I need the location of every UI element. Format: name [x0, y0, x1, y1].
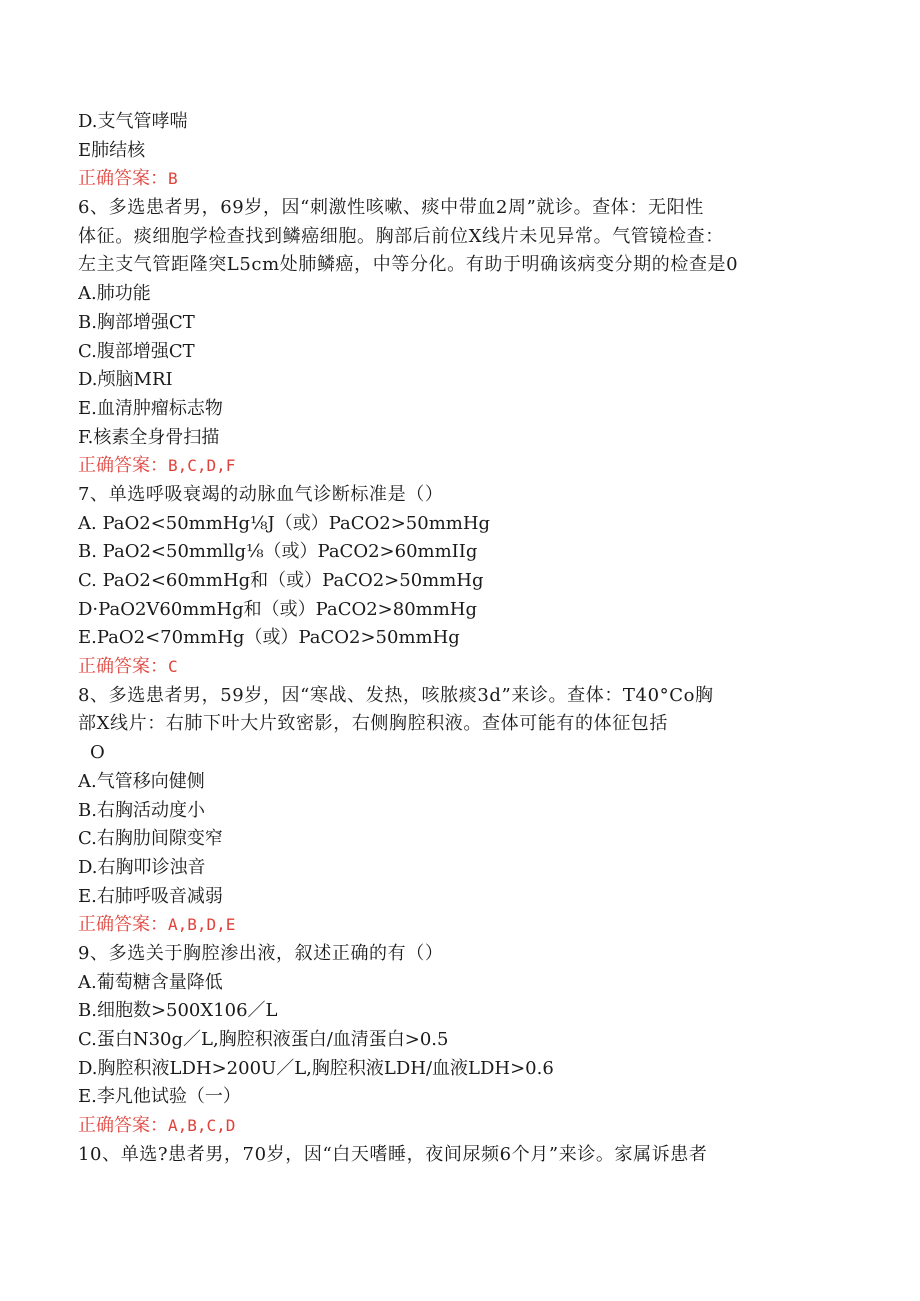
answer-line: [78, 1112, 848, 1141]
option-text: E.PaO2<70mmHg（或）PaCO2>50mmHg: [78, 627, 460, 649]
question-text: 10、单选?患者男，70岁，因“白天嗜睡，夜间尿频6个月”来诊。家属诉患者: [78, 1143, 708, 1165]
option-text: E.右肺呼吸音减弱: [78, 885, 223, 907]
question-text: 7、单选呼吸衰竭的动脉血气诊断标准是（）: [78, 483, 444, 505]
answer-label: 正确答案：: [78, 168, 168, 190]
option-text: F.核素全身骨扫描: [78, 426, 220, 448]
option-text: D.胸腔积液LDH>200U／L,胸腔积液LDH/血液LDH>0.6: [78, 1057, 554, 1079]
option-text: B. PaO2<50mmllg⅛（或）PaCO2>60mmIIg: [78, 541, 478, 563]
answer-label: 正确答案：: [78, 914, 168, 936]
option-text: D·PaO2V60mmHg和（或）PaCO2>80mmHg: [78, 598, 478, 620]
option-text: A.气管移向健侧: [78, 770, 205, 792]
answer-value: B,C,D,F: [168, 456, 236, 476]
option-text: E.血清肿瘤标志物: [78, 397, 223, 419]
question-text: O: [90, 742, 106, 764]
option-text: D.右胸叩诊浊音: [78, 856, 206, 878]
answer-value: A,B,D,E: [168, 915, 236, 935]
option-text: C. PaO2<60mmHg和（或）PaCO2>50mmHg: [78, 570, 484, 591]
option-text: A. PaO2<50mmHg⅛J（或）PaCO2>50mmHg: [78, 512, 491, 534]
question-text: 部X线片：右肺下叶大片致密影，右侧胸腔积液。查体可能有的体征包括: [78, 713, 669, 735]
option-text: B.右胸活动度小: [78, 799, 205, 821]
question-text: 左主支气管距隆突L5cm处肺鳞癌，中等分化。有助于明确该病变分期的检查是0: [78, 254, 739, 276]
option-text: E肺结核: [78, 139, 146, 161]
option-text: C.蛋白N30g／L,胸腔积液蛋白/血清蛋白>0.5: [78, 1029, 449, 1050]
question-text: 6、多选患者男，69岁，因“刺激性咳嗽、痰中带血2周”就诊。查体：无阳性: [78, 197, 704, 219]
document-content: [78, 108, 848, 1169]
option-text: E.李凡他试验（一）: [78, 1086, 241, 1108]
option-text: D.颅脑MRI: [78, 369, 173, 391]
option-text: A.葡萄糖含量降低: [78, 971, 223, 993]
answer-value: C: [168, 657, 178, 677]
answer-line: [78, 911, 848, 940]
option-text: A.肺功能: [78, 283, 151, 305]
option-text: D.支气管哮喘: [78, 111, 188, 132]
option-text: B.胸部增强CT: [78, 311, 195, 333]
option-text: C.右胸肋间隙变窄: [78, 828, 223, 850]
question-text: 8、多选患者男，59岁，因“寒战、发热，咳脓痰3d”来诊。查体：T40°Co胸: [78, 684, 714, 706]
option-text: C.腹部增强CT: [78, 340, 195, 362]
answer-value: B: [168, 169, 178, 189]
answer-label: 正确答案：: [78, 656, 168, 678]
answer-label: 正确答案：: [78, 1115, 168, 1137]
answer-value: A,B,C,D: [168, 1116, 236, 1136]
option-text: B.细胞数>500X106／L: [78, 1000, 278, 1022]
answer-label: 正确答案：: [78, 455, 168, 477]
question-text: 9、多选关于胸腔渗出液，叙述正确的有（）: [78, 942, 444, 964]
question-text: 体征。痰细胞学检查找到鳞癌细胞。胸部后前位X线片未见异常。气管镜检查：: [78, 225, 724, 247]
answer-line: [78, 452, 848, 481]
answer-line: [78, 165, 848, 194]
answer-line: [78, 653, 848, 682]
